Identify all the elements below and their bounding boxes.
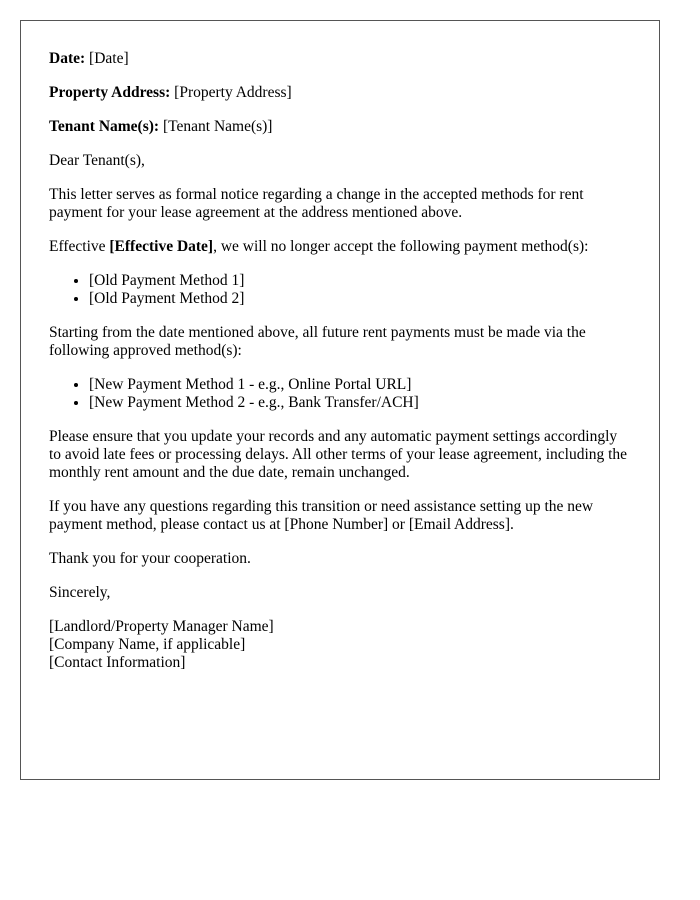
effective-suffix: , we will no longer accept the following payment method(s): <box>213 238 589 255</box>
new-methods-intro: Starting from the date mentioned above, all future rent payments must be made via the following approved method(s): <box>49 324 586 359</box>
tenant-name-label: Tenant Name(s): <box>49 118 160 135</box>
date-value: [Date] <box>89 50 129 67</box>
date-line <box>49 50 631 68</box>
list-item: • [Old Payment Method 2] <box>89 290 631 308</box>
list-item: • [Old Payment Method 1] <box>89 272 631 290</box>
list-item: • [New Payment Method 2 - e.g., Bank Transfer/ACH] <box>89 394 631 412</box>
ensure-paragraph: Please ensure that you update your records and any automatic payment settings accordingly to avoid late fees or processing delays. All other terms of your lease agreement, including the monthly rent amount and the due date, remain unchanged. <box>49 428 628 481</box>
closing: Sincerely, <box>49 584 111 601</box>
property-address-line <box>49 84 631 102</box>
letter <box>20 20 660 780</box>
old-methods-list <box>49 272 631 308</box>
tenant-name-value: [Tenant Name(s)] <box>162 118 273 135</box>
property-address-value: [Property Address] <box>174 84 292 101</box>
signature-block <box>49 618 631 672</box>
list-item: • [New Payment Method 1 - e.g., Online Portal URL] <box>89 376 631 394</box>
signature-company: [Company Name, if applicable] <box>49 636 246 653</box>
thanks-line: Thank you for your cooperation. <box>49 550 251 567</box>
intro-paragraph: This letter serves as formal notice regarding a change in the accepted methods for rent payment for your lease agreement at the address mentioned above. <box>49 186 584 221</box>
effective-line <box>49 238 631 256</box>
effective-prefix: Effective <box>49 238 106 255</box>
tenant-name-line <box>49 118 631 136</box>
property-address-label: Property Address: <box>49 84 171 101</box>
new-methods-list <box>49 376 631 412</box>
signature-name: [Landlord/Property Manager Name] <box>49 618 274 635</box>
salutation: Dear Tenant(s), <box>49 152 145 169</box>
signature-contact: [Contact Information] <box>49 654 186 671</box>
effective-date: [Effective Date] <box>109 238 214 255</box>
date-label: Date: <box>49 50 86 67</box>
questions-paragraph: If you have any questions regarding this transition or need assistance setting up the new payment method, please contact us at [Phone Number] or [Email Address]. <box>49 498 594 533</box>
